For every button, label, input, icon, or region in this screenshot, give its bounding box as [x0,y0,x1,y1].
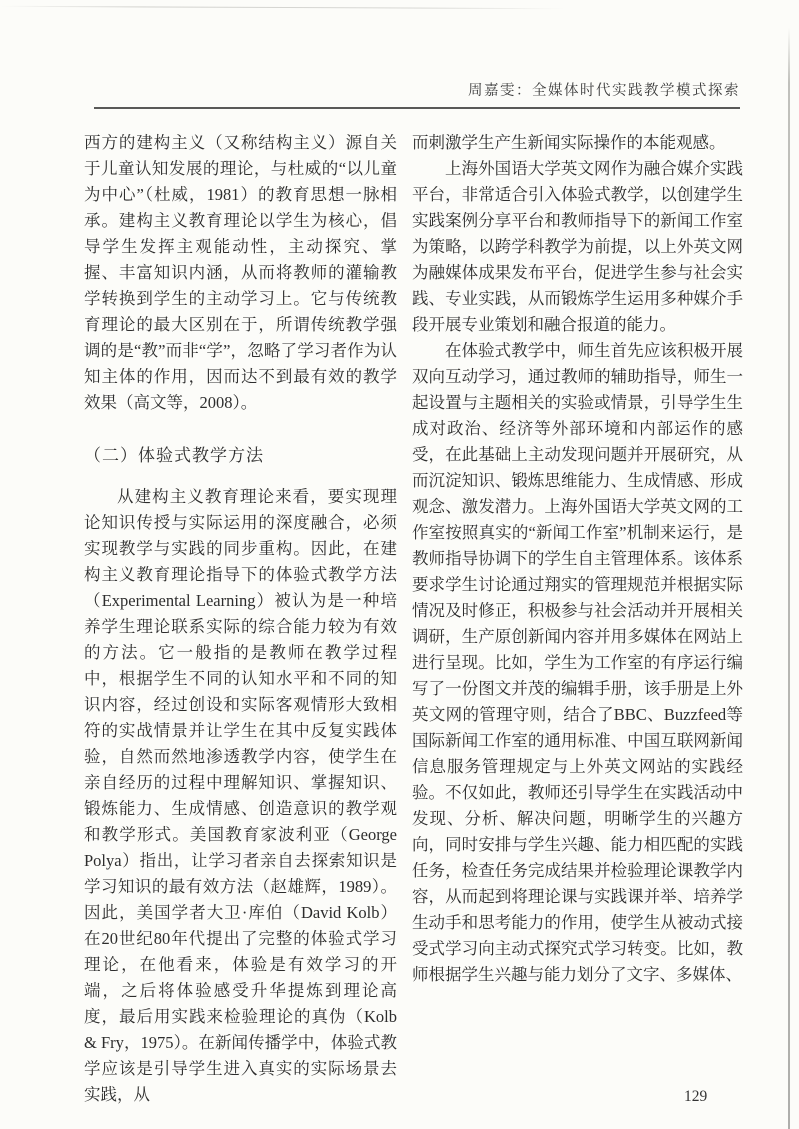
body-paragraph: 而刺激学生产生新闻实际操作的本能观感。 [412,133,726,152]
body-paragraph: 西方的建构主义（又称结构主义）源自关于儿童认知发展的理论，与杜威的“以儿童为中心”（杜威，1981）的教育思想一脉相承。建构主义教育理论以学生为核心，倡导学生发挥主观能动性，主动探究、掌握、丰富知识内涵，从而将教师的灌输教学转换到学生的主动学习上。它与传统教育理论的最大区别在于，所谓传统教学强调的是“教”而非“学”，忽略了学习者作为认知主体的作用，因而达不到最有效的教学效果（高文等，2008）。 [84,133,397,412]
body-paragraph: 从建构主义教育理论来看，要实现理论知识传授与实际运用的深度融合，必须实现教学与实践的同步重构。因此，在建构主义教育理论指导下的体验式教学方法（Experimental Learning）被认为是一种培养学生理论联系实际的综合能力较为有效的方法。它一般指的是教师在教学过程中，根据学生不同的认知水平和不同的知识内容，经过创设和实际客观情形大致相符的实战情景并让学生在其中反复实践体验，自然而然地渗透教学内容，使学生在亲自经历的过程中理解知识、掌握知识、锻炼能力、生成情感、创造意识的教学观和教学形式。美国教育家波利亚（George Polya）指出，让学习者亲自去探索知识是学习知识的最有效方法（赵雄辉，1989）。因此，美国学者大卫·库伯（David Kolb）在20世纪80年代提出了完整的体验式学习理论，在他看来，体验是有效学习的开端，之后将体验感受升华提炼到理论高度，最后用实践来检验理论的真伪（Kolb & Fry，1975）。在新闻传播学中，体验式教学应该是引导学生进入真实的实际场景去实践，从 [84,487,397,1104]
section-heading: （二）体验式教学方法 [84,446,264,465]
scan-artifact-top-edge [0,6,565,9]
header-divider-rule [94,107,740,109]
scan-artifact-right-edge [788,28,790,1129]
page-number: 129 [684,1088,708,1105]
running-header: 周嘉雯：全媒体时代实践教学模式探索 [468,83,740,99]
body-paragraph: 在体验式教学中，师生首先应该积极开展双向互动学习，通过教师的辅助指导，师生一起设置与主题相关的实验或情景，引导学生生成对政治、经济等外部环境和内部运作的感受，在此基础上主动发现问题并开展研究，从而沉淀知识、锻炼思维能力、生成情感、形成观念、激发潜力。上海外国语大学英文网的工作室按照真实的“新闻工作室”机制来运行，是教师指导协调下的学生自主管理体系。该体系要求学生讨论通过翔实的管理规范并根据实际情况及时修正，积极参与社会活动并开展相关调研，生产原创新闻内容并用多媒体在网站上进行呈现。比如，学生为工作室的有序运行编写了一份图文并茂的编辑手册，该手册是上外英文网的管理守则，结合了BBC、Buzzfeed等国际新闻工作室的通用标准、中国互联网新闻信息服务管理规定与上外英文网站的实践经验。不仅如此，教师还引导学生在实践活动中发现、分析、解决问题，明晰学生的兴趣方向，同时安排与学生兴趣、能力相匹配的实践任务，检查任务完成结果并检验理论课教学内容，从而起到将理论课与实践课并举、培养学生动手和思考能力的作用，使学生从被动式接受式学习向主动式探究式学习转变。比如，教师根据学生兴趣与能力划分了文字、多媒体、 [412,341,743,984]
body-paragraph: 上海外国语大学英文网作为融合媒介实践平台，非常适合引入体验式教学，以创建学生实践案例分享平台和教师指导下的新闻工作室为策略，以跨学科教学为前提，以上外英文网为融媒体成果发布平台，促进学生参与社会实践、专业实践，从而锻炼学生运用多种媒介手段开展专业策划和融合报道的能力。 [412,159,743,334]
body-column-right [412,130,743,1108]
body-column-left [84,130,397,1108]
two-column-body [84,130,743,1108]
